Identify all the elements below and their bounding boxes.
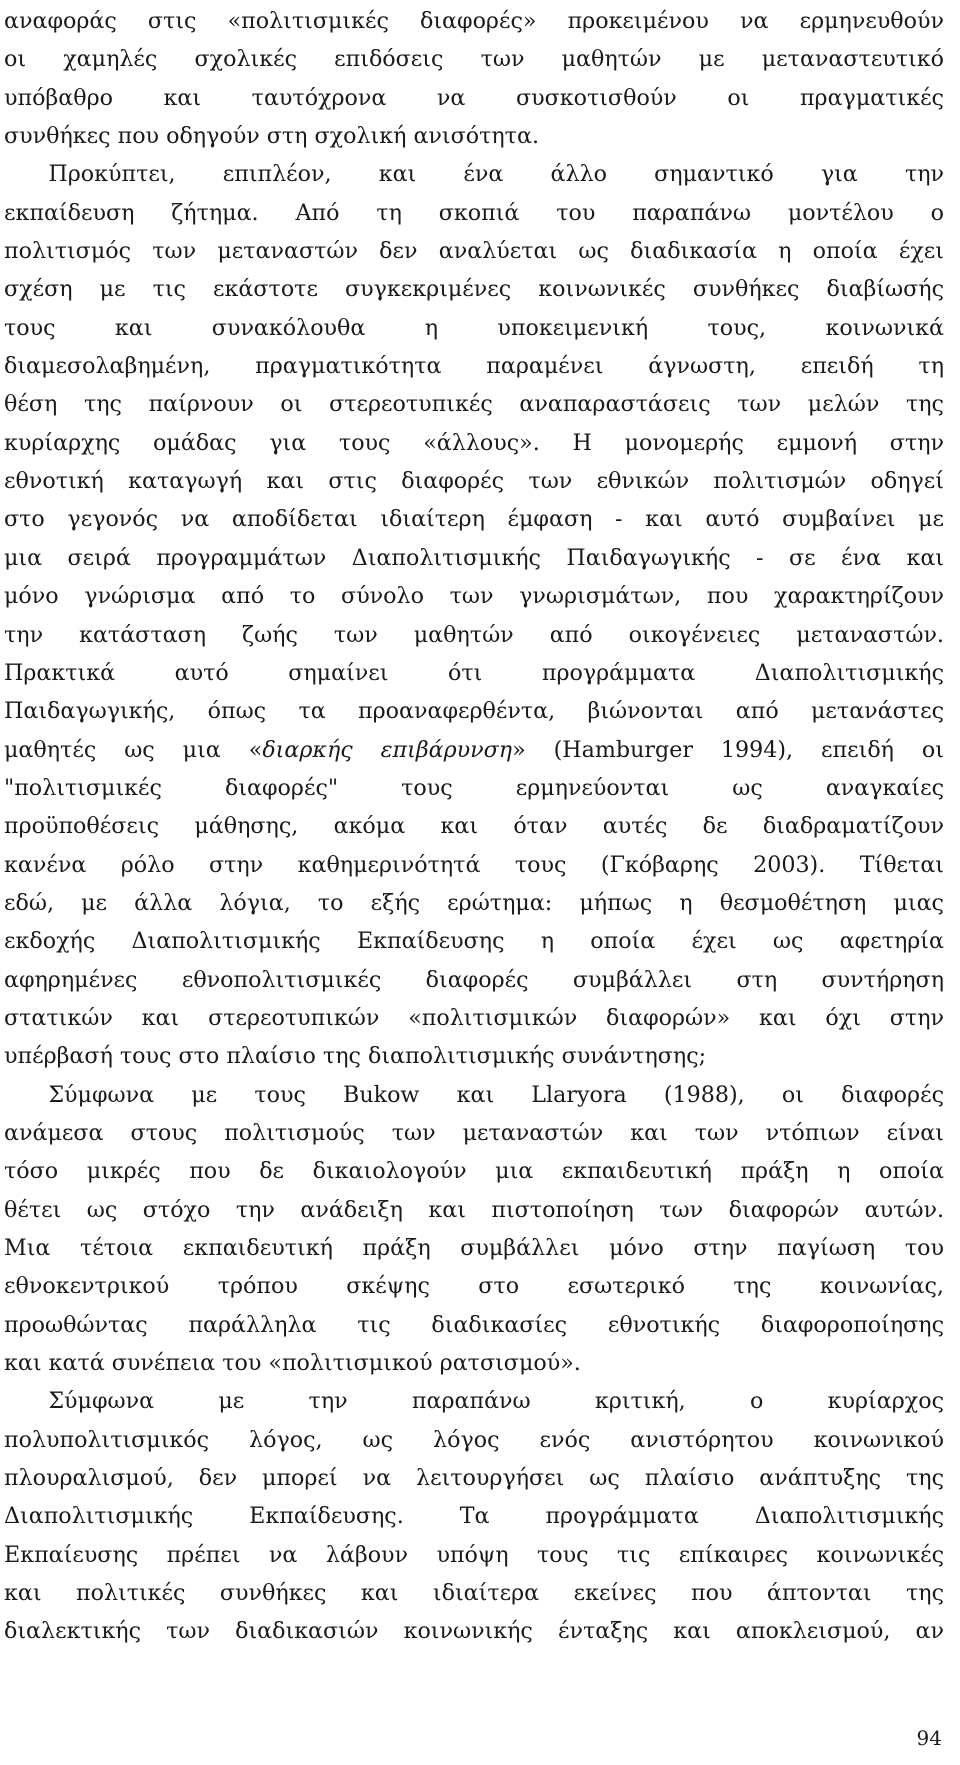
text-line: διαλεκτικής των διαδικασιών κοινωνικής ένταξης και αποκλεισμού, αν (4, 1618, 944, 1645)
text-line: Παιδαγωγικής, όπως τα προαναφερθέντα, βιώνονται από μετανάστες (4, 698, 944, 725)
paragraph (4, 1076, 944, 1383)
text-line: κανένα ρόλο στην καθημερινότητά τους (Γκόβαρης 2003). Τίθεται (4, 851, 944, 878)
text-line: την κατάσταση ζωής των μαθητών από οικογένειες μεταναστών. (4, 621, 944, 648)
paragraph (4, 2, 944, 155)
paragraph (4, 1382, 944, 1650)
italic-term: διαρκής επιβάρυνση (262, 736, 513, 763)
text-line: Σύμφωνα με τους Bukow και Llaryora (1988), οι διαφορές (4, 1081, 944, 1108)
text-line: "πολιτισμικές διαφορές" τους ερμηνεύονται ως αναγκαίες (4, 774, 944, 801)
text-line: αφηρημένες εθνοπολιτισμικές διαφορές συμβάλλει στη συντήρηση (4, 966, 944, 993)
text-segment: μαθητές ως μια « (4, 736, 263, 763)
text-line: υπέρβασή τους στο πλαίσιο της διαπολιτισμικής συνάντησης; (4, 1043, 707, 1070)
text-line: πολιτισμός των μεταναστών δεν αναλύεται ως διαδικασία η οποία έχει (4, 238, 944, 265)
text-line: πλουραλισμού, δεν μπορεί να λειτουργήσει ως πλαίσιο ανάπτυξης της (4, 1465, 944, 1492)
text-line: εκπαίδευση ζήτημα. Από τη σκοπιά του παραπάνω μοντέλου ο (4, 199, 944, 226)
text-line: στο γεγονός να αποδίδεται ιδιαίτερη έμφαση - και αυτό συμβαίνει με (4, 506, 944, 533)
text-segment: » (Hamburger 1994), επειδή οι (512, 736, 944, 763)
body-text (4, 2, 944, 1651)
page-number: 94 (916, 1726, 942, 1750)
text-line: μια σειρά προγραμμάτων Διαπολιτισμικής Παιδαγωγικής - σε ένα και (4, 544, 944, 571)
text-line: ανάμεσα στους πολιτισμούς των μεταναστών και των ντόπιων είναι (4, 1119, 944, 1146)
paragraph (4, 155, 944, 1075)
text-line: Σύμφωνα με την παραπάνω κριτική, ο κυρίαρχος (4, 1388, 944, 1415)
text-line: κυρίαρχης ομάδας για τους «άλλους». Η μονομερής εμμονή στην (4, 429, 944, 456)
text-line: στατικών και στερεοτυπικών «πολιτισμικών διαφορών» και όχι στην (4, 1004, 944, 1031)
text-line: και πολιτικές συνθήκες και ιδιαίτερα εκείνες που άπτονται της (4, 1580, 944, 1607)
text-line: Μια τέτοια εκπαιδευτική πράξη συμβάλλει μόνο στην παγίωση του (4, 1235, 944, 1261)
text-line: εκδοχής Διαπολιτισμικής Εκπαίδευσης η οποία έχει ως αφετηρία (4, 928, 944, 955)
text-line: οι χαμηλές σχολικές επιδόσεις των μαθητών με μεταναστευτικό (4, 46, 944, 73)
text-line: προϋποθέσεις μάθησης, ακόμα και όταν αυτές δε διαδραματίζουν (4, 813, 944, 840)
text-line: Προκύπτει, επιπλέον, και ένα άλλο σημαντικό για την (4, 161, 944, 188)
text-line (4, 731, 944, 769)
text-line: Διαπολιτισμικής Εκπαίδευσης. Τα προγράμματα Διαπολιτισμικής (4, 1503, 944, 1530)
text-line: τόσο μικρές που δε δικαιολογούν μια εκπαιδευτική πράξη η οποία (4, 1158, 944, 1185)
text-line: σχέση με τις εκάστοτε συγκεκριμένες κοινωνικές συνθήκες διαβίωσής (4, 276, 944, 303)
text-line: Εκπαίευσης πρέπει να λάβουν υπόψη τους τις επίκαιρες κοινωνικές (4, 1541, 944, 1568)
text-line: Πρακτικά αυτό σημαίνει ότι προγράμματα Διαπολιτισμικής (4, 659, 944, 686)
text-line: εθνοκεντρικού τρόπου σκέψης στο εσωτερικό της κοινωνίας, (4, 1273, 944, 1300)
text-line: διαμεσολαβημένη, πραγματικότητα παραμένει άγνωστη, επειδή τη (4, 353, 944, 380)
text-line: θέση της παίρνουν οι στερεοτυπικές αναπαραστάσεις των μελών της (4, 391, 944, 418)
text-line: μόνο γνώρισμα από το σύνολο των γνωρισμάτων, που χαρακτηρίζουν (4, 583, 944, 610)
text-line: πολυπολιτισμικός λόγος, ως λόγος ενός ανιστόρητου κοινωνικού (4, 1426, 944, 1453)
text-line: υπόβαθρο και ταυτόχρονα να συσκοτισθούν οι πραγματικές (4, 84, 944, 111)
text-line: συνθήκες που οδηγούν στη σχολική ανισότητα. (4, 123, 539, 150)
text-line: τους και συνακόλουθα η υποκειμενική τους, κοινωνικά (4, 314, 944, 341)
text-line: αναφοράς στις «πολιτισμικές διαφορές» προκειμένου να ερμηνευθούν (4, 8, 944, 34)
text-line: και κατά συνέπεια του «πολιτισμικού ρατσισμού». (4, 1350, 581, 1377)
text-line: εθνοτική καταγωγή και στις διαφορές των εθνικών πολιτισμών οδηγεί (4, 468, 944, 495)
text-line: προωθώντας παράλληλα τις διαδικασίες εθνοτικής διαφοροποίησης (4, 1311, 944, 1338)
text-line: θέτει ως στόχο την ανάδειξη και πιστοποίηση των διαφορών αυτών. (4, 1196, 944, 1223)
text-line: εδώ, με άλλα λόγια, το εξής ερώτημα: μήπως η θεσμοθέτηση μιας (4, 889, 944, 916)
